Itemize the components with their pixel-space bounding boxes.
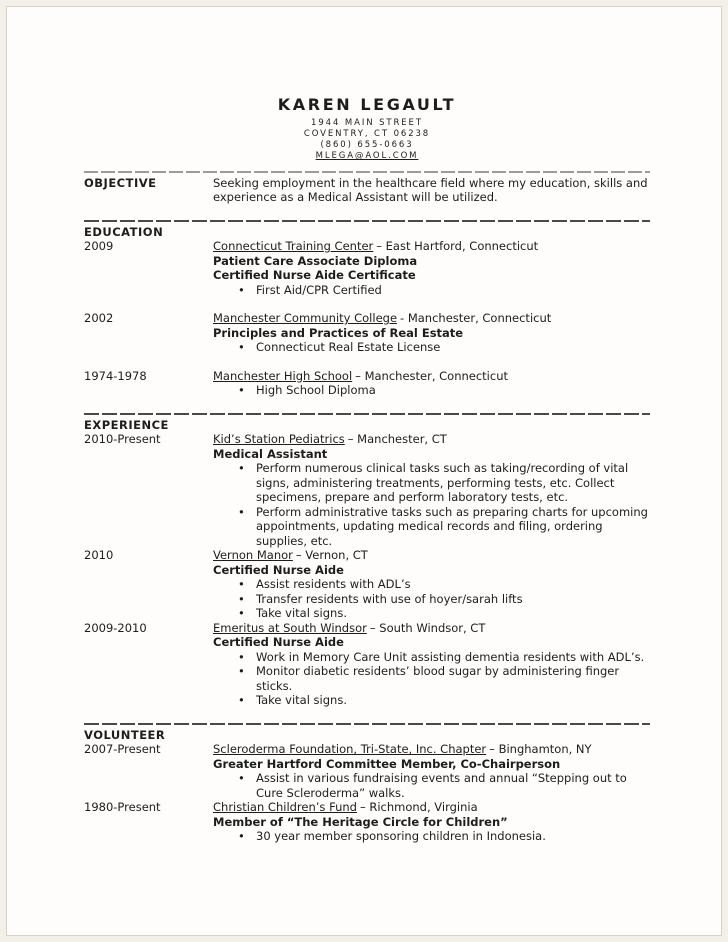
organization-location: – Manchester, Connecticut — [355, 368, 509, 383]
experience-entry — [84, 432, 650, 548]
org-line — [213, 742, 650, 757]
section-objective — [84, 176, 650, 205]
address-line-2: COVENTRY, CT 06238 — [303, 129, 431, 139]
credential-title: Patient Care Associate Diploma — [213, 253, 418, 268]
section-volunteer — [84, 728, 650, 844]
organization-link[interactable]: Emeritus at South Windsor — [213, 620, 367, 635]
credential-title: Principles and Practices of Real Estate — [213, 325, 464, 340]
entry-date: 1980-Present — [84, 800, 161, 814]
bullet-item: • Take vital signs. — [213, 693, 650, 708]
credential-title: Certified Nurse Aide Certificate — [213, 268, 416, 282]
entry-date: 2009 — [84, 239, 114, 253]
organization-link[interactable]: Manchester High School — [213, 368, 353, 383]
bullet-item: • First Aid/CPR Certified — [213, 283, 650, 298]
phone-number: (860) 655-0663 — [320, 140, 414, 150]
entry-date: 2009-2010 — [84, 620, 147, 635]
entry-date: 1974-1978 — [84, 368, 147, 383]
bullet-list — [213, 340, 650, 355]
bullet-list — [213, 283, 650, 298]
bullet-list — [213, 829, 650, 844]
email-link[interactable]: MLEGA@AOL.COM — [315, 151, 419, 161]
entry-date: 2010-Present — [84, 432, 161, 446]
organization-link[interactable]: Vernon Manor — [213, 548, 293, 562]
section-heading-objective: OBJECTIVE — [84, 175, 157, 190]
section-divider — [84, 171, 650, 173]
section-education — [84, 225, 650, 398]
entry-date: 2010 — [84, 548, 114, 562]
volunteer-entry — [84, 800, 650, 844]
bullet-item: • Connecticut Real Estate License — [213, 340, 650, 355]
section-divider — [84, 723, 650, 725]
org-line — [213, 239, 650, 254]
job-title: Medical Assistant — [213, 446, 328, 461]
section-divider — [84, 220, 650, 222]
org-line — [213, 311, 650, 326]
section-heading-volunteer: VOLUNTEER — [84, 727, 166, 742]
section-heading-experience: EXPERIENCE — [84, 417, 169, 432]
organization-location: - Manchester, Connecticut — [400, 311, 552, 325]
bullet-item: • Assist in various fundraising events and annual “Stepping out to Cure Scleroderma” walks. — [213, 771, 650, 800]
org-line — [213, 548, 650, 563]
bullet-item: • Perform administrative tasks such as preparing charts for upcoming appointments, updating medical records and filing, ordering supplies, etc. — [213, 505, 650, 549]
bullet-list — [213, 461, 650, 548]
organization-location: – South Windsor, CT — [369, 620, 486, 635]
bullet-list — [213, 383, 650, 398]
candidate-name: KAREN LEGAULT — [277, 95, 457, 114]
organization-location: – Vernon, CT — [295, 548, 368, 562]
organization-link[interactable]: Connecticut Training Center — [213, 239, 374, 253]
objective-text: Seeking employment in the healthcare field where my education, skills and experience as a Medical Assistant will be utilized. — [213, 175, 648, 204]
job-title: Certified Nurse Aide — [213, 562, 344, 577]
organization-link[interactable]: Kid’s Station Pediatrics — [213, 432, 345, 446]
org-line — [213, 369, 650, 384]
experience-entry — [84, 621, 650, 708]
resume-page — [6, 6, 722, 936]
bullet-item: • High School Diploma — [213, 383, 650, 398]
role-title: Greater Hartford Committee Member, Co-Chairperson — [213, 756, 561, 771]
bullet-item: • Perform numerous clinical tasks such as taking/recording of vital signs, administering treatments, performing tests, etc. Collect specimens, prepare and perform laboratory tests, etc. — [213, 461, 650, 505]
organization-location: – East Hartford, Connecticut — [376, 239, 539, 253]
organization-location: – Manchester, CT — [347, 432, 447, 446]
organization-location: – Binghamton, NY — [489, 742, 592, 756]
org-line — [213, 432, 650, 447]
bullet-item: • Work in Memory Care Unit assisting dementia residents with ADL’s. — [213, 650, 650, 665]
resume-content — [84, 96, 650, 844]
education-entry — [84, 239, 650, 297]
bullet-list — [213, 771, 650, 800]
organization-link[interactable]: Scleroderma Foundation, Tri-State, Inc. Chapter — [213, 742, 487, 756]
org-line — [213, 621, 650, 636]
org-line — [213, 800, 650, 815]
bullet-list — [213, 650, 650, 708]
job-title: Certified Nurse Aide — [213, 635, 344, 649]
bullet-item: • Take vital signs. — [213, 606, 650, 621]
section-experience — [84, 418, 650, 708]
bullet-item: • 30 year member sponsoring children in Indonesia. — [213, 829, 650, 844]
section-divider — [84, 413, 650, 415]
bullet-item: • Monitor diabetic residents’ blood sugar by administering finger sticks. — [213, 664, 650, 693]
address-line-1: 1944 MAIN STREET — [311, 118, 423, 128]
bullet-item: • Transfer residents with use of hoyer/sarah lifts — [213, 592, 650, 607]
organization-location: – Richmond, Virginia — [359, 800, 478, 814]
bullet-item: • Assist residents with ADL’s — [213, 577, 650, 592]
section-heading-education: EDUCATION — [84, 224, 164, 239]
education-entry — [84, 369, 650, 398]
role-title: Member of “The Heritage Circle for Children” — [213, 814, 508, 829]
organization-link[interactable]: Christian Children’s Fund — [213, 800, 357, 814]
experience-entry — [84, 548, 650, 621]
volunteer-entry — [84, 742, 650, 800]
entry-date: 2007-Present — [84, 742, 161, 756]
organization-link[interactable]: Manchester Community College — [213, 311, 398, 325]
resume-header — [84, 96, 650, 162]
entry-date: 2002 — [84, 311, 114, 325]
bullet-list — [213, 577, 650, 621]
education-entry — [84, 311, 650, 355]
